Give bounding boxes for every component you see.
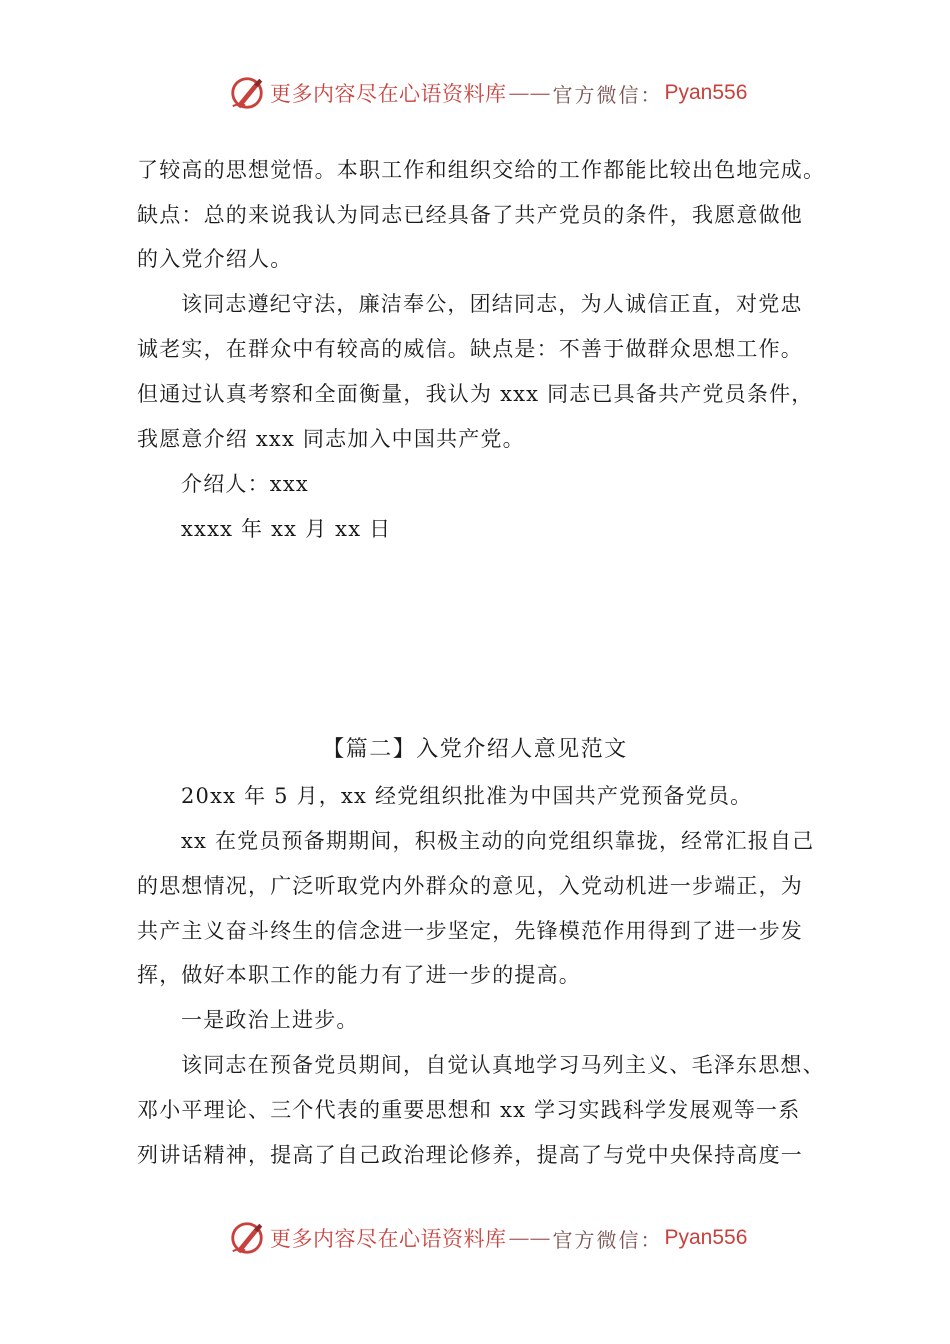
text-line: 邓小平理论、三个代表的重要思想和 xx 学习实践科学发展观等一系: [137, 1098, 801, 1122]
watermark-label: 官方微信：: [552, 82, 663, 107]
text-line: 诚老实，在群众中有较高的威信。缺点是：不善于做群众思想工作。: [137, 337, 803, 361]
footer-watermark: [0, 1218, 950, 1258]
pen-logo-icon: [228, 74, 266, 112]
watermark-wechat-id: Pyan556: [664, 81, 748, 104]
header-watermark: [0, 73, 950, 113]
text-line: 列讲话精神，提高了自己政治理论修养，提高了与党中央保持高度一: [137, 1143, 803, 1167]
section-heading: 【篇二】入党介绍人意见范文: [322, 737, 628, 762]
text-line: 一是政治上进步。: [181, 1008, 359, 1032]
text-line: 该同志遵纪守法，廉洁奉公，团结同志，为人诚信正直，对党忠: [181, 292, 803, 316]
watermark-title: 更多内容尽在心语资料库: [270, 1227, 507, 1251]
text-line: 的思想情况，广泛听取党内外群众的意见，入党动机进一步端正，为: [137, 874, 803, 898]
text-line: 20xx 年 5 月，xx 经党组织批准为中国共产党预备党员。: [181, 784, 753, 808]
pen-logo-icon: [228, 1219, 266, 1257]
watermark-wechat-id: Pyan556: [664, 1226, 748, 1249]
date-line: xxxx 年 xx 月 xx 日: [181, 517, 392, 541]
text-line: 但通过认真考察和全面衡量，我认为 xxx 同志已具备共产党员条件，: [137, 382, 814, 406]
text-line: 我愿意介绍 xxx 同志加入中国共产党。: [137, 427, 525, 451]
watermark-label: 官方微信：: [552, 1227, 663, 1252]
text-line: 该同志在预备党员期间，自觉认真地学习马列主义、毛泽东思想、: [181, 1053, 825, 1077]
text-line: 共产主义奋斗终生的信念进一步坚定，先锋模范作用得到了进一步发: [137, 919, 803, 943]
text-line: 了较高的思想觉悟。本职工作和组织交给的工作都能比较出色地完成。: [137, 158, 826, 182]
text-line: xx 在党员预备期期间，积极主动的向党组织靠拢，经常汇报自己: [181, 829, 815, 853]
watermark-dash: ——: [508, 81, 551, 105]
text-line: 的入党介绍人。: [137, 247, 293, 271]
signer-line: 介绍人：xxx: [181, 472, 309, 496]
watermark-title: 更多内容尽在心语资料库: [270, 82, 507, 106]
text-line: 缺点：总的来说我认为同志已经具备了共产党员的条件，我愿意做他: [137, 203, 803, 227]
text-line: 挥，做好本职工作的能力有了进一步的提高。: [137, 963, 581, 987]
watermark-dash: ——: [508, 1226, 551, 1250]
